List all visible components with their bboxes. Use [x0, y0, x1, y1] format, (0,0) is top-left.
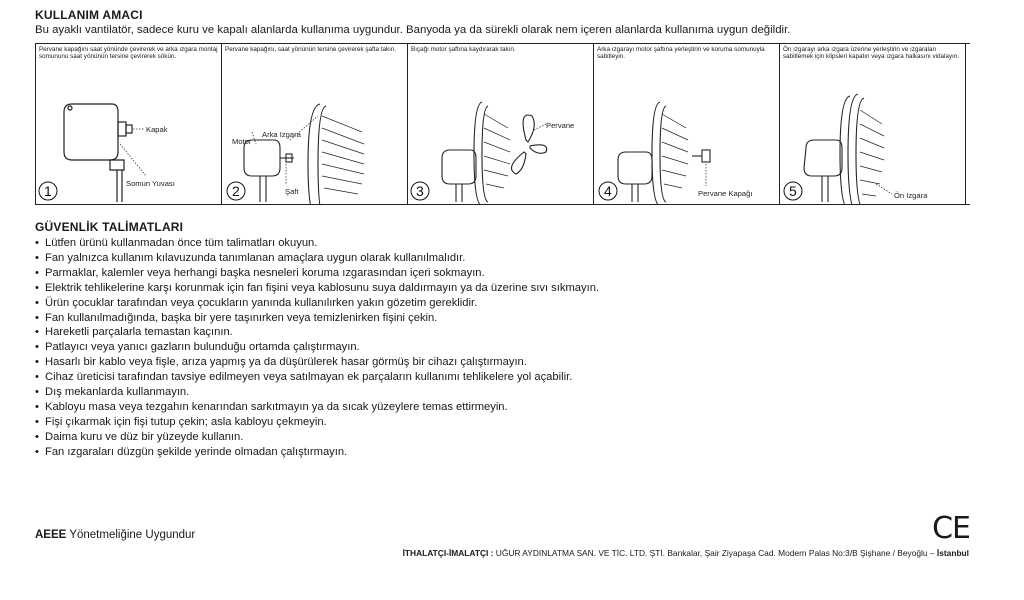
step-number: 2 — [232, 183, 240, 199]
list-item: • Ürün çocuklar tarafından veya çocukların yanında kullanılırken yakın gözetim gereklidir. — [35, 296, 478, 309]
step-text: Arka ızgarayı motor şaftına yerleştirin ve koruma somunuyla sabitleyin. — [597, 46, 765, 61]
list-item: • Elektrik tehlikelerine karşı korunmak için fan fişini veya kablosunu suya daldırmayın ya da üzerine sıvı sıkmayın. — [35, 281, 600, 294]
list-item: • Lütfen ürünü kullanmadan önce tüm talimatları okuyun. — [35, 237, 318, 249]
label-pervane-kapagi: Pervane Kapağı — [698, 189, 753, 198]
step-text: Bıçağı motor şaftına kaydırarak takın. — [411, 46, 516, 53]
label-pervane: Pervane — [546, 121, 575, 130]
step-panel-4 — [594, 44, 780, 204]
step-1-illustration — [36, 44, 222, 204]
safety-title: GÜVENLİK TALİMATLARI — [35, 220, 184, 234]
step-panel-3 — [408, 44, 594, 204]
step-3-illustration — [408, 44, 594, 204]
importer-info: İTHALATÇI-İMALATÇI : UĞUR AYDINLATMA SAN. VE TİC. LTD. ŞTİ. Bankalar, Şair Ziyapaşa Cad. Modern Palas No:3/B Şişhane / Beyoğlu – İstanbul — [402, 548, 969, 558]
safety-list — [35, 236, 970, 460]
list-item: • Parmaklar, kalemler veya herhangi başka nesneleri koruma ızgarasından içeri sokmayın. — [35, 266, 485, 279]
compliance-footer — [35, 511, 970, 549]
list-item: • Dış mekanlarda kullanmayın. — [35, 386, 190, 399]
step-text: Pervane kapağını saat yönünde çevirerek ve arka ızgara montaj somununu saat yönünün tersine çevirerek sökün. — [39, 46, 218, 61]
list-item: • Hasarlı bir kablo veya fişle, arıza yapmış ya da düşürülerek hasar görmüş bir cihazı çalıştırmayın. — [35, 356, 527, 369]
label-motor: Motor — [232, 137, 252, 146]
label-on-izgara: Ön Izgara — [894, 191, 928, 200]
list-item: • Fişi çıkarmak için fişi tutup çekin; asla kabloyu çekmeyin. — [35, 415, 327, 428]
step-number: 3 — [416, 183, 424, 199]
list-item: • Fan ızgaraları düzgün şekilde yerinde olmadan çalıştırmayın. — [35, 445, 348, 458]
step-text: Pervane kapağını, saat yönünün tersine çevirerek şafta takın. — [225, 46, 397, 53]
step-number: 1 — [44, 183, 52, 199]
manual-page — [35, 9, 970, 460]
step-number: 5 — [789, 183, 797, 199]
list-item: • Daima kuru ve düz bir yüzeyde kullanın. — [35, 430, 244, 443]
label-kapak: Kapak — [146, 125, 168, 134]
list-item: • Kabloyu masa veya tezgahın kenarından sarkıtmayın ya da sıcak yüzeylere temas ettirmeyin. — [35, 400, 508, 413]
list-item: • Cihaz üreticisi tarafından tavsiye edilmeyen veya satılmayan ek parçaların kullanımı tehlikelere yol açabilir. — [35, 371, 573, 384]
step-number: 4 — [604, 183, 612, 199]
list-item: • Fan yalnızca kullanım kılavuzunda tanımlanan amaçlara uygun olarak kullanılmalıdır. — [35, 251, 466, 264]
label-somun-yuvasi: Somun Yuvası — [126, 179, 175, 188]
step-4-illustration — [594, 44, 780, 204]
label-saft: Şaft — [285, 187, 299, 196]
label-arka-izgara: Arka Izgara — [262, 130, 301, 139]
assembly-steps — [35, 43, 970, 205]
ce-mark: CE — [932, 511, 970, 546]
usage-intro: Bu ayaklı vantilatör, sadece kuru ve kapalı alanlarda kullanıma uygundur. Banyoda ya da sürekli olarak nem içeren alanlarda kullanıma uygun değildir. — [35, 24, 791, 36]
aeee-statement: AEEE Yönetmeliğine Uygundur — [35, 529, 196, 541]
usage-title: KULLANIM AMACI — [35, 8, 143, 22]
step-text: Ön ızgarayı arka ızgara üzerine yerleştirin ve ızgaraları sabitlemek için klipsleri kapatın veya ızgara halkasını vidalayın. — [783, 46, 960, 61]
list-item: • Fan kullanılmadığında, başka bir yere taşınırken veya temizlenirken fişini çekin. — [35, 311, 438, 324]
list-item: • Hareketli parçalarla temastan kaçının. — [35, 326, 233, 339]
step-panel-2 — [222, 44, 408, 204]
step-panel-1 — [36, 44, 222, 204]
step-5-illustration — [780, 44, 966, 204]
step-panel-5 — [780, 44, 966, 204]
step-2-illustration — [222, 44, 408, 204]
list-item: • Patlayıcı veya yanıcı gazların bulunduğu ortamda çalıştırmayın. — [35, 341, 360, 354]
